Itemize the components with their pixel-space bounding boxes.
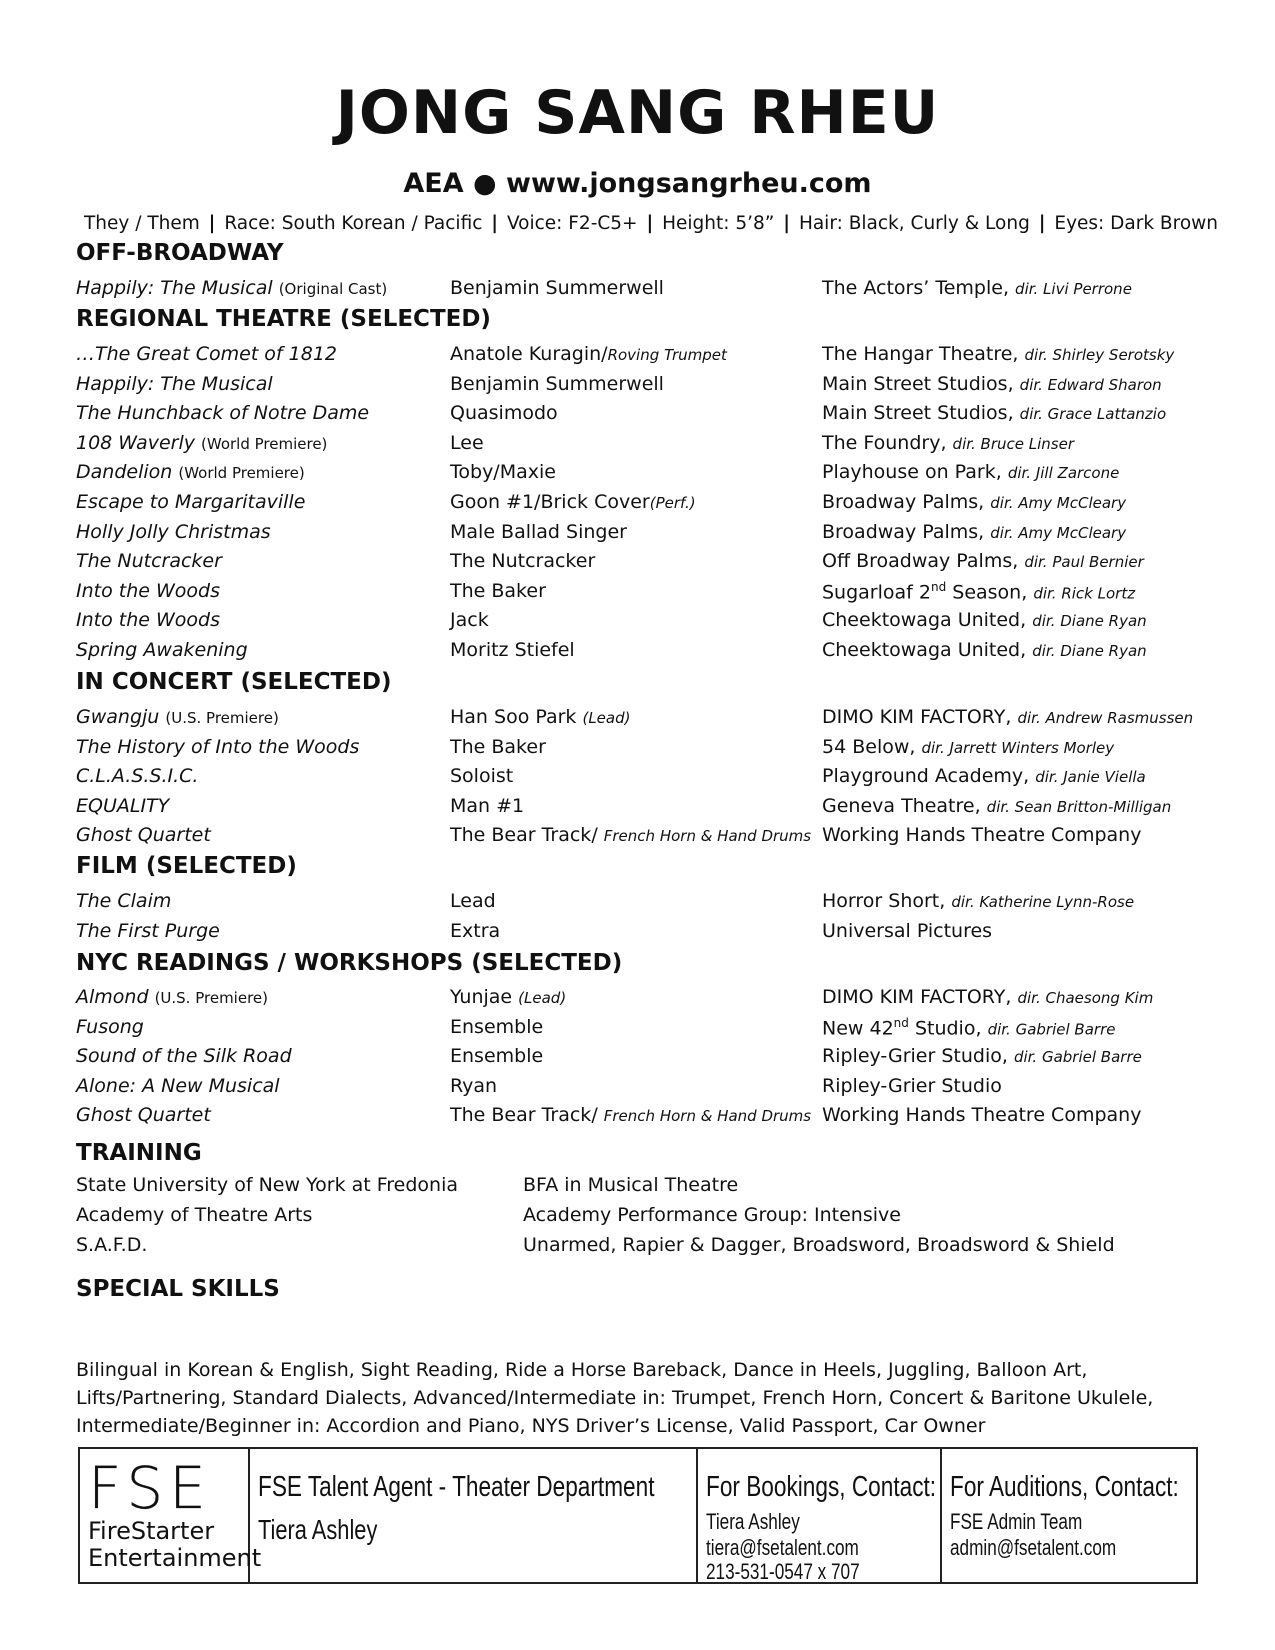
credit-row bbox=[76, 736, 1226, 764]
credit-venue-text: Playhouse on Park, bbox=[822, 461, 1002, 484]
credit-title-text: The Claim bbox=[76, 890, 172, 912]
credit-title bbox=[76, 343, 337, 365]
skills-line: Intermediate/Beginner in: Accordion and Piano, NYS Driver’s License, Valid Passport, Car Owner bbox=[76, 1415, 986, 1437]
credit-director: dir. Diane Ryan bbox=[1032, 642, 1147, 660]
credit-title bbox=[76, 1045, 292, 1067]
credit-title-text: C.L.A.S.S.I.C. bbox=[76, 765, 199, 788]
credit-venue-text: DIMO KIM FACTORY, bbox=[822, 986, 1012, 1008]
credit-venue-superscript: nd bbox=[930, 579, 947, 594]
auditions-name: FSE Admin Team bbox=[950, 1509, 1083, 1534]
credit-title-text: Happily: The Musical bbox=[76, 277, 273, 299]
credit-director: dir. Janie Viella bbox=[1035, 768, 1146, 787]
section-heading-readings: NYC READINGS / WORKSHOPS (SELECTED) bbox=[76, 950, 623, 976]
training-row bbox=[76, 1204, 1226, 1232]
credit-role-text: The Bear Track/ bbox=[450, 1104, 604, 1127]
credit-role-text: Benjamin Summerwell bbox=[450, 277, 664, 299]
credit-director: dir. Grace Lattanzio bbox=[1019, 405, 1167, 424]
credit-title-text: Into the Woods bbox=[76, 579, 220, 602]
credit-venue bbox=[822, 824, 1141, 846]
credit-role bbox=[450, 1104, 811, 1126]
credit-venue bbox=[822, 795, 1171, 817]
skills-line: Lifts/Partnering, Standard Dialects, Advanced/Intermediate in: Trumpet, French Horn, Concert & Baritone Ukulele, bbox=[76, 1387, 1154, 1409]
training-row bbox=[76, 1174, 1226, 1202]
section-heading-special-skills: SPECIAL SKILLS bbox=[76, 1276, 280, 1302]
credit-director: dir. Katherine Lynn-Rose bbox=[951, 893, 1135, 911]
credit-title bbox=[76, 736, 359, 758]
credit-venue-text: Main Street Studios, bbox=[822, 372, 1014, 395]
credit-venue bbox=[822, 1016, 1115, 1039]
credit-row bbox=[76, 920, 1226, 948]
credit-venue-text: Geneva Theatre, bbox=[822, 794, 981, 817]
credit-venue bbox=[822, 432, 1074, 454]
agent-name: Tiera Ashley bbox=[258, 1514, 378, 1545]
credit-role bbox=[450, 277, 664, 299]
credit-venue-text: Universal Pictures bbox=[822, 919, 993, 942]
credit-role bbox=[450, 580, 546, 602]
credit-title bbox=[76, 1104, 211, 1126]
separator: | bbox=[1038, 213, 1046, 234]
credit-venue bbox=[822, 706, 1193, 728]
credit-role-text: Toby/Maxie bbox=[450, 461, 556, 484]
credit-venue bbox=[822, 277, 1132, 299]
credit-venue bbox=[822, 736, 1114, 758]
credit-role bbox=[450, 521, 627, 543]
credit-venue-text: Cheektowaga United, bbox=[822, 639, 1027, 661]
credit-role-text: Han Soo Park bbox=[450, 706, 583, 728]
credit-title-text: Happily: The Musical bbox=[76, 372, 273, 395]
credit-role bbox=[450, 920, 500, 942]
credit-title bbox=[76, 521, 271, 543]
skills-line: Bilingual in Korean & English, Sight Reading, Ride a Horse Bareback, Dance in Heels, Juggling, Balloon Art, bbox=[76, 1359, 1088, 1381]
credit-role bbox=[450, 491, 696, 513]
credit-title bbox=[76, 550, 222, 572]
credit-role-text: Soloist bbox=[450, 765, 514, 788]
voice: Voice: F2-C5+ bbox=[506, 213, 638, 234]
credit-venue bbox=[822, 521, 1126, 543]
credit-row bbox=[76, 639, 1226, 667]
credit-venue bbox=[822, 550, 1144, 572]
credit-row bbox=[76, 824, 1226, 852]
credit-role bbox=[450, 609, 489, 631]
credit-role bbox=[450, 550, 595, 572]
height: Height: 5’8” bbox=[662, 213, 775, 234]
training-row bbox=[76, 1234, 1226, 1262]
credit-row bbox=[76, 343, 1226, 371]
credit-director: dir. Bruce Linser bbox=[952, 434, 1075, 453]
credit-role-text: Ryan bbox=[450, 1074, 498, 1097]
credit-title-text: The First Purge bbox=[76, 919, 220, 942]
credit-role-note: (Lead) bbox=[518, 989, 567, 1007]
eyes: Eyes: Dark Brown bbox=[1054, 213, 1218, 234]
credit-role-note: Roving Trumpet bbox=[607, 346, 727, 364]
credit-title-note: (World Premiere) bbox=[201, 434, 328, 453]
credit-role-text: Quasimodo bbox=[450, 402, 558, 425]
credit-title bbox=[76, 491, 305, 513]
credit-venue bbox=[822, 580, 1135, 603]
credit-venue-text-after: Studio, bbox=[908, 1016, 982, 1039]
credit-role bbox=[450, 706, 630, 728]
credit-role-text: Lead bbox=[450, 890, 496, 912]
credit-director: dir. Amy McCleary bbox=[990, 523, 1127, 542]
credit-venue-text: The Foundry, bbox=[822, 431, 947, 454]
credit-director: dir. Livi Perrone bbox=[1015, 280, 1132, 298]
credit-title-note: (World Premiere) bbox=[178, 464, 305, 483]
credit-row bbox=[76, 1016, 1226, 1044]
credit-row bbox=[76, 706, 1226, 734]
credit-row bbox=[76, 550, 1226, 578]
credit-role-text: The Baker bbox=[450, 579, 546, 602]
credit-role bbox=[450, 373, 664, 395]
credit-row bbox=[76, 1075, 1226, 1103]
agency-logo-cell bbox=[80, 1449, 262, 1582]
credit-role-note: French Horn & Hand Drums bbox=[603, 1107, 812, 1126]
credit-title bbox=[76, 824, 211, 846]
credit-row bbox=[76, 890, 1226, 918]
section-heading-regional: REGIONAL THEATRE (SELECTED) bbox=[76, 306, 491, 332]
credit-director: dir. Gabriel Barre bbox=[1013, 1048, 1142, 1067]
credit-venue bbox=[822, 920, 992, 942]
credit-venue bbox=[822, 1045, 1142, 1067]
credit-director: dir. Jill Zarcone bbox=[1007, 464, 1120, 483]
auditions-cell bbox=[942, 1449, 1196, 1582]
credit-director: dir. Gabriel Barre bbox=[987, 1019, 1116, 1038]
credit-title-text: Dandelion bbox=[76, 461, 173, 484]
bookings-name: Tiera Ashley bbox=[706, 1509, 800, 1534]
credit-director: dir. Paul Bernier bbox=[1024, 553, 1144, 572]
special-skills-text bbox=[76, 1356, 1176, 1440]
credit-title bbox=[76, 890, 171, 912]
hair: Hair: Black, Curly & Long bbox=[798, 213, 1030, 234]
credit-title bbox=[76, 765, 198, 787]
credit-role-text: The Nutcracker bbox=[450, 550, 596, 573]
bookings-cell bbox=[698, 1449, 942, 1582]
credit-title-text: Sound of the Silk Road bbox=[76, 1045, 292, 1068]
credit-venue-text: The Actors’ Temple, bbox=[822, 277, 1009, 299]
credit-row bbox=[76, 521, 1226, 549]
separator: | bbox=[491, 213, 499, 234]
credit-row bbox=[76, 795, 1226, 823]
credit-title-text: The Nutcracker bbox=[76, 550, 222, 573]
credit-venue-text: New 42 bbox=[822, 1016, 894, 1039]
credit-venue-text: Playground Academy, bbox=[822, 765, 1030, 788]
credit-title-note: (U.S. Premiere) bbox=[165, 709, 279, 727]
credit-title bbox=[76, 639, 248, 661]
credit-title-text: 108 Waverly bbox=[76, 431, 195, 454]
credit-role bbox=[450, 432, 484, 454]
credit-title-text: Alone: A New Musical bbox=[76, 1074, 280, 1097]
credit-title bbox=[76, 795, 169, 817]
section-heading-training: TRAINING bbox=[76, 1140, 202, 1166]
credit-venue bbox=[822, 343, 1174, 365]
credit-role-text: Extra bbox=[450, 919, 501, 942]
credit-role-text: Benjamin Summerwell bbox=[450, 372, 664, 395]
credit-role-text: Moritz Stiefel bbox=[450, 639, 575, 661]
credit-venue-text: Ripley-Grier Studio bbox=[822, 1074, 1002, 1097]
credit-title-note: (Original Cast) bbox=[278, 280, 388, 298]
credit-venue-text: Broadway Palms, bbox=[822, 520, 985, 543]
credit-title-note: (U.S. Premiere) bbox=[154, 989, 268, 1007]
credit-title-text: Into the Woods bbox=[76, 609, 220, 632]
credit-title-text: The Hunchback of Notre Dame bbox=[76, 402, 370, 425]
credit-title-text: Ghost Quartet bbox=[76, 1104, 211, 1127]
separator: | bbox=[783, 213, 791, 234]
credit-title bbox=[76, 706, 279, 728]
credit-director: dir. Jarrett Winters Morley bbox=[921, 738, 1115, 757]
credit-title-text: Ghost Quartet bbox=[76, 824, 211, 847]
logo-line-1: FireStarter bbox=[88, 1517, 215, 1545]
credit-title-text: Almond bbox=[76, 986, 149, 1008]
credit-director: dir. Andrew Rasmussen bbox=[1017, 709, 1194, 727]
bookings-heading: For Bookings, Contact: bbox=[706, 1471, 937, 1503]
logo-line-2: Entertainment bbox=[88, 1544, 262, 1572]
credit-role bbox=[450, 1075, 497, 1097]
union-and-website: AEA ● www.jongsangrheu.com bbox=[403, 168, 872, 199]
credit-role-text: Ensemble bbox=[450, 1045, 544, 1068]
training-school: S.A.F.D. bbox=[76, 1234, 148, 1256]
credit-title-text: Holly Jolly Christmas bbox=[76, 520, 271, 543]
logo-mark: FSE bbox=[88, 1454, 212, 1522]
credit-title bbox=[76, 402, 369, 424]
credit-title bbox=[76, 580, 220, 602]
credit-role bbox=[450, 343, 727, 365]
credit-role-text: Goon #1/Brick Cover bbox=[450, 491, 650, 513]
credit-title bbox=[76, 461, 305, 483]
credit-director: dir. Sean Britton-Milligan bbox=[986, 797, 1172, 816]
bookings-phone[interactable]: 213-531-0547 x 707 bbox=[706, 1559, 860, 1584]
credit-role-note: (Lead) bbox=[582, 709, 631, 727]
credit-venue-text: Sugarloaf 2 bbox=[822, 581, 931, 604]
credit-role-text: The Baker bbox=[450, 735, 546, 758]
credit-row bbox=[76, 580, 1226, 608]
credit-row bbox=[76, 1045, 1226, 1073]
training-program: BFA in Musical Theatre bbox=[523, 1174, 739, 1196]
credit-role bbox=[450, 639, 575, 661]
credit-venue bbox=[822, 1075, 1002, 1097]
credit-title-text: The History of Into the Woods bbox=[76, 735, 360, 758]
credit-row bbox=[76, 461, 1226, 489]
credit-role-text: Yunjae bbox=[450, 986, 519, 1008]
credit-row bbox=[76, 609, 1226, 637]
credit-venue bbox=[822, 1104, 1141, 1126]
agency-footer bbox=[78, 1447, 1198, 1584]
credit-title-text: Gwangju bbox=[76, 706, 160, 728]
credit-venue-text: 54 Below, bbox=[822, 735, 916, 758]
performer-name: JONG SANG RHEU bbox=[335, 78, 940, 148]
training-school: State University of New York at Fredonia bbox=[76, 1174, 459, 1196]
credit-director: dir. Amy McCleary bbox=[990, 494, 1127, 512]
credit-row bbox=[76, 373, 1226, 401]
credit-venue-text: Ripley-Grier Studio, bbox=[822, 1045, 1008, 1068]
credit-role bbox=[450, 461, 556, 483]
agency-logo bbox=[88, 1454, 262, 1572]
agent-department: FSE Talent Agent - Theater Department bbox=[258, 1471, 655, 1503]
credit-role-text: Jack bbox=[450, 609, 489, 632]
credit-venue bbox=[822, 890, 1134, 912]
credit-venue bbox=[822, 402, 1166, 424]
credit-title bbox=[76, 277, 387, 299]
credit-venue bbox=[822, 986, 1153, 1008]
section-heading-concert: IN CONCERT (SELECTED) bbox=[76, 669, 392, 695]
credit-role bbox=[450, 1045, 543, 1067]
credit-venue-text: Cheektowaga United, bbox=[822, 609, 1027, 632]
credit-director: dir. Rick Lortz bbox=[1033, 584, 1136, 603]
pronouns: They / Them bbox=[84, 213, 200, 234]
credit-venue-text: Working Hands Theatre Company bbox=[822, 1104, 1142, 1127]
section-heading-film: FILM (SELECTED) bbox=[76, 853, 297, 879]
separator: | bbox=[208, 213, 216, 234]
credit-row bbox=[76, 277, 1226, 305]
credit-director: dir. Chaesong Kim bbox=[1017, 989, 1154, 1007]
credit-venue-text: DIMO KIM FACTORY, bbox=[822, 706, 1012, 728]
credit-row bbox=[76, 491, 1226, 519]
credit-title bbox=[76, 920, 220, 942]
training-program: Unarmed, Rapier & Dagger, Broadsword, Broadsword & Shield bbox=[523, 1234, 1115, 1256]
training-school: Academy of Theatre Arts bbox=[76, 1204, 313, 1226]
credit-venue-text: Working Hands Theatre Company bbox=[822, 824, 1142, 847]
credit-venue-text: Horror Short, bbox=[822, 890, 946, 912]
credit-role bbox=[450, 1016, 543, 1038]
credit-venue-text: Broadway Palms, bbox=[822, 491, 985, 513]
credit-role-note: French Horn & Hand Drums bbox=[603, 827, 812, 846]
credit-venue bbox=[822, 639, 1147, 661]
credit-row bbox=[76, 1104, 1226, 1132]
credit-title bbox=[76, 609, 220, 631]
credit-role-text: Ensemble bbox=[450, 1015, 544, 1038]
credit-title bbox=[76, 1075, 280, 1097]
credit-role-text: Lee bbox=[450, 431, 484, 454]
credit-title-text: Escape to Margaritaville bbox=[76, 491, 306, 513]
credit-role bbox=[450, 736, 546, 758]
credit-title bbox=[76, 373, 273, 395]
credit-title-text: …The Great Comet of 1812 bbox=[76, 343, 338, 365]
credit-director: dir. Diane Ryan bbox=[1032, 612, 1147, 631]
credit-role bbox=[450, 890, 496, 912]
credit-title bbox=[76, 986, 268, 1008]
credit-director: dir. Shirley Serotsky bbox=[1024, 346, 1175, 364]
stats-line bbox=[84, 213, 1218, 234]
credit-role-text: Man #1 bbox=[450, 794, 525, 817]
credit-title bbox=[76, 1016, 144, 1038]
credit-venue bbox=[822, 609, 1147, 631]
credit-row bbox=[76, 986, 1226, 1014]
auditions-email[interactable]: admin@fsetalent.com bbox=[950, 1535, 1117, 1560]
credit-venue-text: Off Broadway Palms, bbox=[822, 550, 1019, 573]
separator: | bbox=[646, 213, 654, 234]
credit-venue-text: The Hangar Theatre, bbox=[822, 343, 1019, 365]
credit-role bbox=[450, 986, 566, 1008]
credit-venue bbox=[822, 491, 1126, 513]
credit-title-text: Fusong bbox=[76, 1015, 144, 1038]
credit-row bbox=[76, 432, 1226, 460]
bookings-email[interactable]: tiera@fsetalent.com bbox=[706, 1535, 859, 1560]
auditions-heading: For Auditions, Contact: bbox=[950, 1471, 1179, 1503]
credit-role bbox=[450, 765, 513, 787]
credit-role-text: Male Ballad Singer bbox=[450, 520, 627, 543]
credit-row bbox=[76, 402, 1226, 430]
credit-role bbox=[450, 402, 558, 424]
race: Race: South Korean / Pacific bbox=[224, 213, 483, 234]
credit-role-text: Anatole Kuragin/ bbox=[450, 343, 608, 365]
agent-cell bbox=[250, 1449, 698, 1582]
credit-venue bbox=[822, 373, 1162, 395]
credit-role-note: (Perf.) bbox=[649, 494, 696, 512]
credit-venue bbox=[822, 461, 1119, 483]
credit-venue-superscript: nd bbox=[893, 1015, 909, 1030]
credit-title-text: Spring Awakening bbox=[76, 639, 248, 661]
credit-venue-text: Main Street Studios, bbox=[822, 402, 1014, 425]
credit-role bbox=[450, 795, 524, 817]
credit-director: dir. Edward Sharon bbox=[1019, 375, 1162, 394]
section-heading-off-broadway: OFF-BROADWAY bbox=[76, 240, 284, 266]
credit-title bbox=[76, 432, 327, 454]
credit-role bbox=[450, 824, 811, 846]
credit-row bbox=[76, 765, 1226, 793]
training-program: Academy Performance Group: Intensive bbox=[523, 1204, 901, 1226]
credit-venue-text-after: Season, bbox=[946, 581, 1028, 604]
credit-role-text: The Bear Track/ bbox=[450, 824, 604, 847]
credit-title-text: EQUALITY bbox=[76, 794, 170, 817]
credit-venue bbox=[822, 765, 1146, 787]
